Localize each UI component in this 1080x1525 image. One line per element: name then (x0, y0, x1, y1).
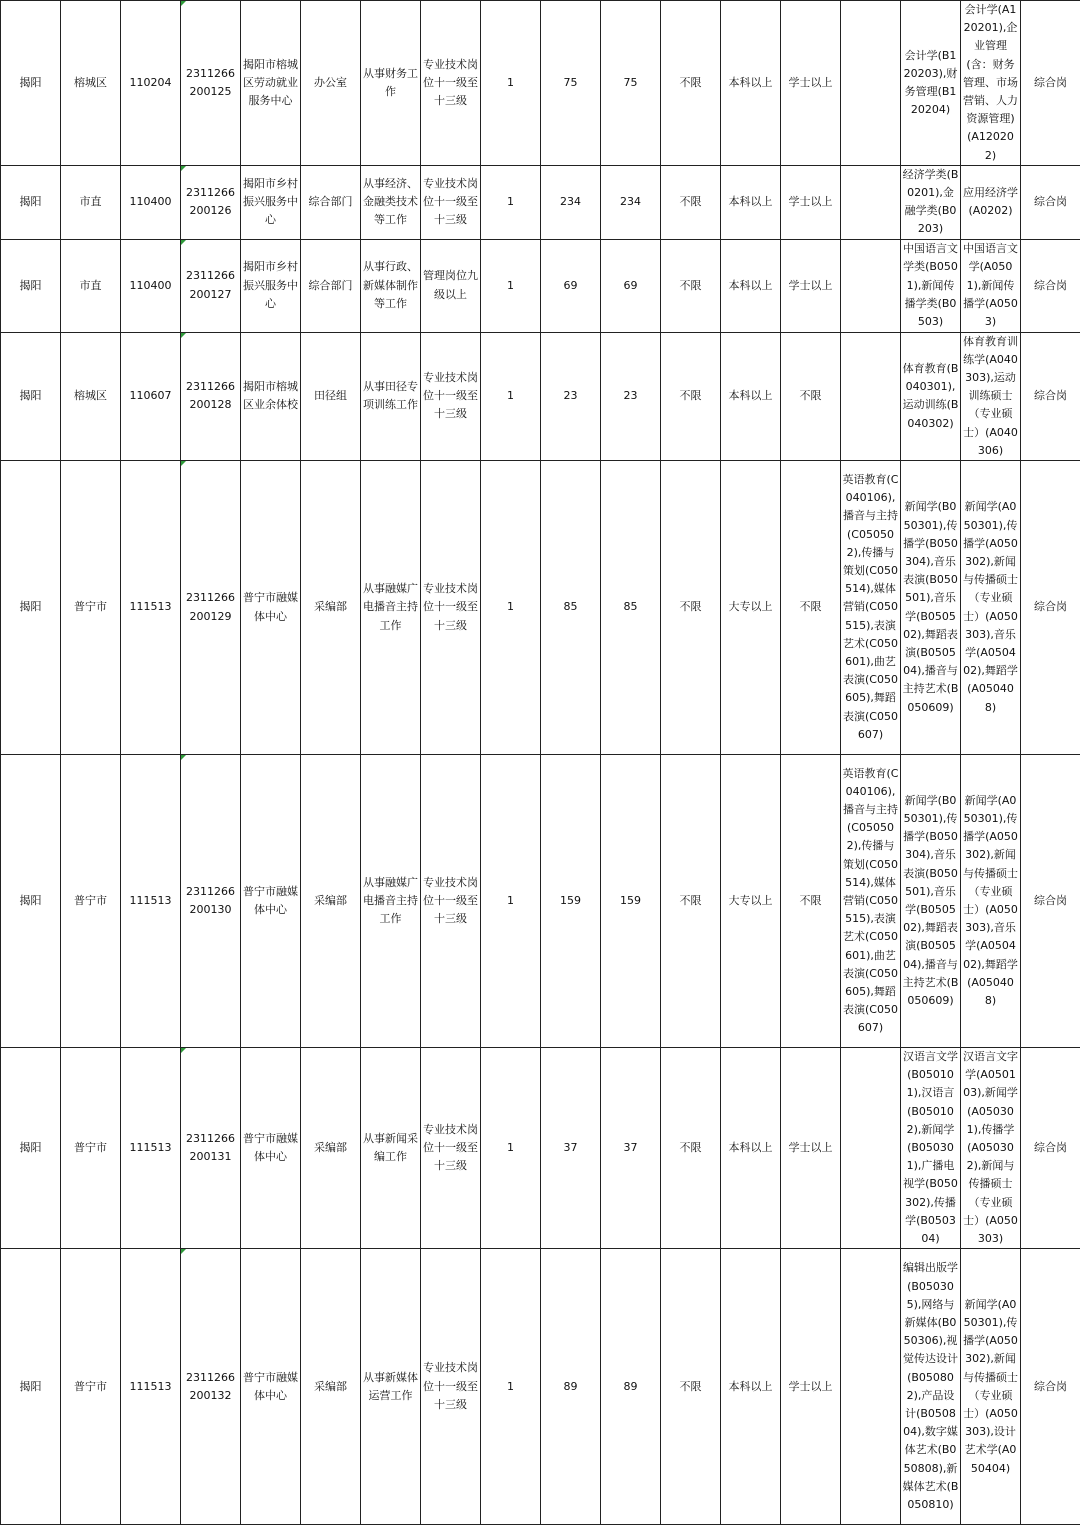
table-body (1, 1, 1080, 1525)
department-cell: 综合部门 (301, 239, 361, 332)
city-cell: 揭阳 (1, 461, 61, 755)
quota-cell: 1 (481, 1048, 541, 1249)
district-cell: 榕城区 (61, 332, 121, 460)
unit-code-cell: 110204 (121, 1, 181, 166)
city-cell: 揭阳 (1, 1048, 61, 1249)
degree-cell: 不限 (781, 332, 841, 460)
degree-cell: 不限 (781, 755, 841, 1048)
table-row (1, 1, 1080, 166)
table-row (1, 239, 1080, 332)
post-level-cell: 专业技术岗位十一级至十三级 (421, 1048, 481, 1249)
position-code-cell: 2311266200130 (181, 755, 241, 1048)
department-cell: 办公室 (301, 1, 361, 166)
applicants-cell: 37 (541, 1048, 601, 1249)
post-level-cell: 专业技术岗位十一级至十三级 (421, 755, 481, 1048)
major-postgrad-cell: 中国语言文学(A0501),新闻传播学(A0503) (961, 239, 1021, 332)
age-cell: 不限 (661, 332, 721, 460)
degree-cell: 学士以上 (781, 1048, 841, 1249)
post-level-cell: 专业技术岗位十一级至十三级 (421, 332, 481, 460)
table-row (1, 165, 1080, 239)
major-bachelor-cell: 新闻学(B050301),传播学(B050304),音乐表演(B050501),音乐学(B050502),舞蹈表演(B050504),播音与主持艺术(B050609) (901, 755, 961, 1048)
education-cell: 本科以上 (721, 332, 781, 460)
post-type-cell: 综合岗 (1021, 332, 1080, 460)
applicants-cell: 234 (541, 165, 601, 239)
post-type-cell: 综合岗 (1021, 1048, 1080, 1249)
city-cell: 揭阳 (1, 239, 61, 332)
major-postgrad-cell: 新闻学(A050301),传播学(A050302),新闻与传播硕士（专业硕士）(A050303),设计艺术学(A050404) (961, 1249, 1021, 1525)
major-bachelor-cell: 经济学类(B0201),金融学类(B0203) (901, 165, 961, 239)
qualified-cell: 69 (601, 239, 661, 332)
qualified-cell: 75 (601, 1, 661, 166)
city-cell: 揭阳 (1, 332, 61, 460)
major-postgrad-cell: 体育教育训练学(A040303),运动训练硕士（专业硕士）(A040306) (961, 332, 1021, 460)
position-code-cell: 2311266200131 (181, 1048, 241, 1249)
major-postgrad-cell: 新闻学(A050301),传播学(A050302),新闻与传播硕士（专业硕士）(A050303),音乐学(A050402),舞蹈学(A050408) (961, 461, 1021, 755)
post-type-cell: 综合岗 (1021, 1, 1080, 166)
age-cell: 不限 (661, 755, 721, 1048)
post-level-cell: 专业技术岗位十一级至十三级 (421, 165, 481, 239)
quota-cell: 1 (481, 1, 541, 166)
district-cell: 普宁市 (61, 1249, 121, 1525)
quota-cell: 1 (481, 755, 541, 1048)
major-college-cell (841, 1249, 901, 1525)
major-college-cell (841, 239, 901, 332)
age-cell: 不限 (661, 165, 721, 239)
department-cell: 综合部门 (301, 165, 361, 239)
qualified-cell: 159 (601, 755, 661, 1048)
unit-name-cell: 揭阳市乡村振兴服务中心 (241, 239, 301, 332)
major-college-cell (841, 165, 901, 239)
post-level-cell: 专业技术岗位十一级至十三级 (421, 461, 481, 755)
age-cell: 不限 (661, 1249, 721, 1525)
major-postgrad-cell: 应用经济学(A0202) (961, 165, 1021, 239)
unit-name-cell: 普宁市融媒体中心 (241, 1249, 301, 1525)
major-bachelor-cell: 新闻学(B050301),传播学(B050304),音乐表演(B050501),音乐学(B050502),舞蹈表演(B050504),播音与主持艺术(B050609) (901, 461, 961, 755)
applicants-cell: 75 (541, 1, 601, 166)
major-college-cell: 英语教育(C040106),播音与主持(C050502),传播与策划(C050514),媒体营销(C050515),表演艺术(C050601),曲艺表演(C050605),舞蹈表演(C050607) (841, 755, 901, 1048)
major-college-cell: 英语教育(C040106),播音与主持(C050502),传播与策划(C050514),媒体营销(C050515),表演艺术(C050601),曲艺表演(C050605),舞蹈表演(C050607) (841, 461, 901, 755)
education-cell: 本科以上 (721, 239, 781, 332)
unit-code-cell: 110607 (121, 332, 181, 460)
post-level-cell: 管理岗位九级以上 (421, 239, 481, 332)
quota-cell: 1 (481, 332, 541, 460)
post-type-cell: 综合岗 (1021, 239, 1080, 332)
position-code-cell: 2311266200128 (181, 332, 241, 460)
city-cell: 揭阳 (1, 755, 61, 1048)
unit-name-cell: 普宁市融媒体中心 (241, 755, 301, 1048)
city-cell: 揭阳 (1, 1, 61, 166)
position-code-cell: 2311266200129 (181, 461, 241, 755)
district-cell: 普宁市 (61, 1048, 121, 1249)
unit-code-cell: 111513 (121, 1048, 181, 1249)
quota-cell: 1 (481, 165, 541, 239)
district-cell: 市直 (61, 165, 121, 239)
qualified-cell: 23 (601, 332, 661, 460)
major-bachelor-cell: 会计学(B120203),财务管理(B120204) (901, 1, 961, 166)
duty-cell: 从事融媒广电播音主持工作 (361, 461, 421, 755)
district-cell: 普宁市 (61, 755, 121, 1048)
degree-cell: 不限 (781, 461, 841, 755)
position-code-cell: 2311266200126 (181, 165, 241, 239)
table-row (1, 1048, 1080, 1249)
duty-cell: 从事田径专项训练工作 (361, 332, 421, 460)
major-bachelor-cell: 编辑出版学(B050305),网络与新媒体(B050306),视觉传达设计(B050802),产品设计(B050804),数字媒体艺术(B050808),新媒体艺术(B050810) (901, 1249, 961, 1525)
quota-cell: 1 (481, 461, 541, 755)
duty-cell: 从事行政、新媒体制作等工作 (361, 239, 421, 332)
position-code-cell: 2311266200125 (181, 1, 241, 166)
duty-cell: 从事财务工作 (361, 1, 421, 166)
post-level-cell: 专业技术岗位十一级至十三级 (421, 1249, 481, 1525)
post-type-cell: 综合岗 (1021, 755, 1080, 1048)
table-row (1, 1249, 1080, 1525)
quota-cell: 1 (481, 239, 541, 332)
age-cell: 不限 (661, 461, 721, 755)
applicants-cell: 69 (541, 239, 601, 332)
major-bachelor-cell: 汉语言文学(B050101),汉语言(B050102),新闻学(B050301),广播电视学(B050302),传播学(B050304) (901, 1048, 961, 1249)
qualified-cell: 37 (601, 1048, 661, 1249)
major-bachelor-cell: 体育教育(B040301),运动训练(B040302) (901, 332, 961, 460)
applicants-cell: 159 (541, 755, 601, 1048)
age-cell: 不限 (661, 239, 721, 332)
post-type-cell: 综合岗 (1021, 461, 1080, 755)
department-cell: 田径组 (301, 332, 361, 460)
degree-cell: 学士以上 (781, 1, 841, 166)
district-cell: 普宁市 (61, 461, 121, 755)
unit-name-cell: 揭阳市乡村振兴服务中心 (241, 165, 301, 239)
unit-name-cell: 普宁市融媒体中心 (241, 1048, 301, 1249)
age-cell: 不限 (661, 1048, 721, 1249)
education-cell: 大专以上 (721, 755, 781, 1048)
table-row (1, 755, 1080, 1048)
degree-cell: 学士以上 (781, 1249, 841, 1525)
unit-code-cell: 110400 (121, 165, 181, 239)
major-bachelor-cell: 中国语言文学类(B0501),新闻传播学类(B0503) (901, 239, 961, 332)
city-cell: 揭阳 (1, 1249, 61, 1525)
duty-cell: 从事经济、金融类技术等工作 (361, 165, 421, 239)
duty-cell: 从事新闻采编工作 (361, 1048, 421, 1249)
quota-cell: 1 (481, 1249, 541, 1525)
department-cell: 采编部 (301, 461, 361, 755)
education-cell: 本科以上 (721, 1, 781, 166)
department-cell: 采编部 (301, 1249, 361, 1525)
position-code-cell: 2311266200127 (181, 239, 241, 332)
age-cell: 不限 (661, 1, 721, 166)
applicants-cell: 23 (541, 332, 601, 460)
degree-cell: 学士以上 (781, 165, 841, 239)
education-cell: 本科以上 (721, 1048, 781, 1249)
city-cell: 揭阳 (1, 165, 61, 239)
post-level-cell: 专业技术岗位十一级至十三级 (421, 1, 481, 166)
unit-code-cell: 111513 (121, 755, 181, 1048)
department-cell: 采编部 (301, 1048, 361, 1249)
unit-code-cell: 110400 (121, 239, 181, 332)
unit-name-cell: 揭阳市榕城区劳动就业服务中心 (241, 1, 301, 166)
major-postgrad-cell: 新闻学(A050301),传播学(A050302),新闻与传播硕士（专业硕士）(A050303),音乐学(A050402),舞蹈学(A050408) (961, 755, 1021, 1048)
major-postgrad-cell: 汉语言文字学(A050103),新闻学(A050301),传播学(A050302),新闻与传播硕士（专业硕士）(A050303) (961, 1048, 1021, 1249)
education-cell: 本科以上 (721, 165, 781, 239)
applicants-cell: 89 (541, 1249, 601, 1525)
table-row (1, 332, 1080, 460)
major-college-cell (841, 332, 901, 460)
unit-code-cell: 111513 (121, 461, 181, 755)
unit-name-cell: 普宁市融媒体中心 (241, 461, 301, 755)
qualified-cell: 89 (601, 1249, 661, 1525)
table-row (1, 461, 1080, 755)
applicants-cell: 85 (541, 461, 601, 755)
duty-cell: 从事融媒广电播音主持工作 (361, 755, 421, 1048)
unit-code-cell: 111513 (121, 1249, 181, 1525)
major-college-cell (841, 1048, 901, 1249)
position-code-cell: 2311266200132 (181, 1249, 241, 1525)
duty-cell: 从事新媒体运营工作 (361, 1249, 421, 1525)
degree-cell: 学士以上 (781, 239, 841, 332)
major-postgrad-cell: 会计学(A120201),企业管理(含：财务管理、市场营销、人力资源管理)(A120202) (961, 1, 1021, 166)
department-cell: 采编部 (301, 755, 361, 1048)
district-cell: 市直 (61, 239, 121, 332)
district-cell: 榕城区 (61, 1, 121, 166)
education-cell: 大专以上 (721, 461, 781, 755)
qualified-cell: 85 (601, 461, 661, 755)
post-type-cell: 综合岗 (1021, 1249, 1080, 1525)
major-college-cell (841, 1, 901, 166)
education-cell: 本科以上 (721, 1249, 781, 1525)
post-type-cell: 综合岗 (1021, 165, 1080, 239)
qualified-cell: 234 (601, 165, 661, 239)
unit-name-cell: 揭阳市榕城区业余体校 (241, 332, 301, 460)
